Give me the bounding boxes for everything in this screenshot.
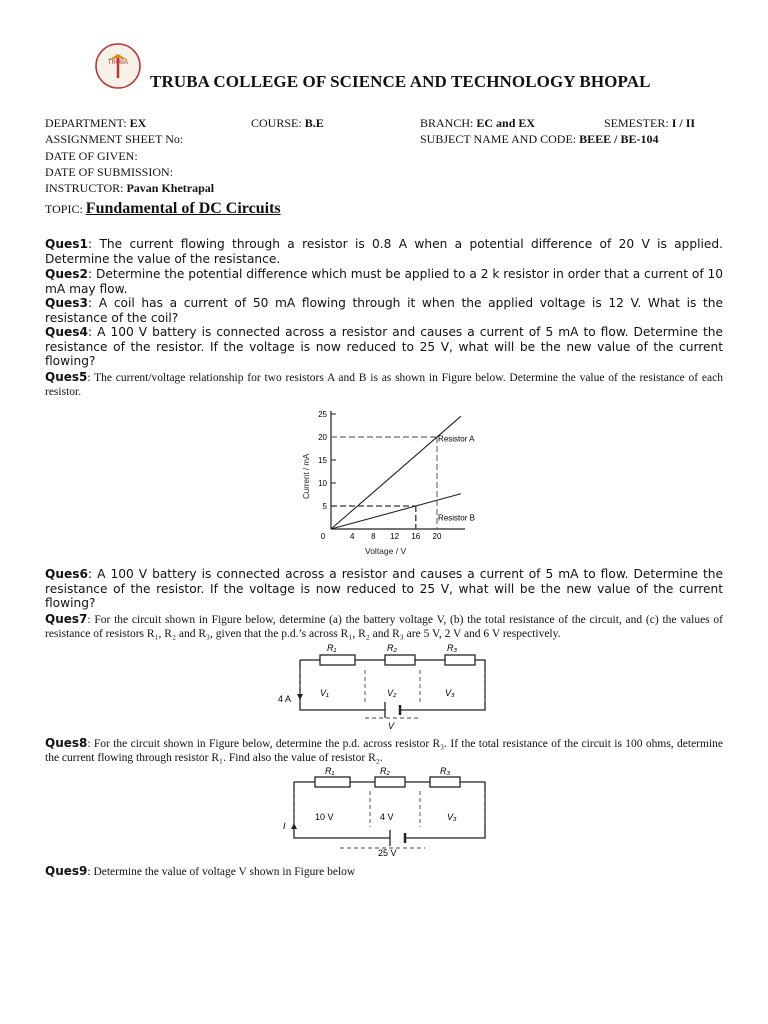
- circuit-diagram-2: [280, 765, 490, 857]
- department-field: DEPARTMENT: EX: [45, 116, 147, 130]
- current-arrow-icon: [297, 694, 303, 700]
- question-7: Ques7: For the circuit shown in Figure below, determine (a) the battery voltage V, (b) the total resistance of the circuit, and (c) the values of resistance of resistors R₁, R₂ and R₃, given that the p.d.’s across R₁, R₂ and R₃ are 5 V, 2 V and 6 V respectively.: [45, 612, 723, 640]
- label-v3: V₃: [445, 688, 455, 698]
- series-a-label: Resistor A: [438, 434, 475, 444]
- resistor-r2: [375, 777, 405, 787]
- question-8: Ques8: For the circuit shown in Figure below, determine the p.d. across resistor R₃. If the total resistance of the circuit is 100 ohms, determine the current flowing through resistor R₁. Find also the value of resistor R₂.: [45, 736, 723, 764]
- x-tick-label: 4: [349, 532, 355, 541]
- label-v3: V₃: [447, 812, 457, 822]
- label-r3: R₃: [440, 766, 451, 776]
- label-v2: 4 V: [380, 812, 394, 822]
- resistor-r3: [445, 655, 475, 665]
- series-b-label: Resistor B: [438, 513, 475, 523]
- question-1: Ques1: The current flowing through a resistor is 0.8 A when a potential difference of 20 V is applied. Determine the value of the resistance.: [45, 237, 723, 266]
- y-tick-label: 5: [322, 502, 327, 511]
- x-tick-label: 0: [320, 532, 326, 541]
- series-resistor-a-line: [331, 416, 461, 529]
- label-v1: V₁: [320, 688, 329, 698]
- resistor-r3: [430, 777, 460, 787]
- x-tick-label: 12: [390, 532, 400, 541]
- label-v1: 10 V: [315, 812, 334, 822]
- label-v: 25 V: [378, 848, 397, 857]
- iv-graph: [295, 405, 505, 560]
- logo-text: TRUBA: [107, 60, 129, 66]
- y-tick-label: 25: [318, 410, 327, 419]
- date-submission-field: DATE OF SUBMISSION:: [45, 165, 174, 179]
- label-r2: R₂: [380, 766, 390, 776]
- college-title: TRUBA COLLEGE OF SCIENCE AND TECHNOLOGY BHOPAL: [150, 72, 651, 91]
- resistor-r1: [315, 777, 350, 787]
- course-field: COURSE: B.E: [251, 116, 324, 130]
- resistor-r2: [385, 655, 415, 665]
- instructor-field: INSTRUCTOR: Pavan Khetrapal: [45, 181, 215, 195]
- resistor-r1: [320, 655, 355, 665]
- label-current: I: [283, 821, 286, 831]
- question-2: Ques2: Determine the potential difference which must be applied to a 2 k resistor in order that a current of 10 mA may flow.: [45, 267, 724, 296]
- branch-field: BRANCH: EC and EX: [420, 116, 536, 130]
- date-given-field: DATE OF GIVEN:: [45, 149, 138, 163]
- y-tick-label: 15: [318, 456, 327, 465]
- topic-heading: TOPIC: Fundamental of DC Circuits: [45, 200, 281, 217]
- current-arrow-icon: [291, 823, 297, 829]
- label-r3: R₃: [447, 643, 458, 653]
- college-logo: [94, 42, 142, 90]
- label-r2: R₂: [387, 643, 397, 653]
- graph-xlabel: Voltage / V: [365, 546, 407, 556]
- label-v2: V₂: [387, 688, 397, 698]
- semester-field: SEMESTER: I / II: [604, 116, 696, 130]
- y-tick-label: 10: [318, 479, 327, 488]
- circuit-diagram-1: [275, 642, 490, 732]
- label-r1: R₁: [327, 643, 337, 653]
- question-3: Ques3: A coil has a current of 50 mA flowing through it when the applied voltage is 12 V. What is the resistance of the coil?: [45, 296, 723, 325]
- label-r1: R₁: [325, 766, 335, 776]
- x-tick-label: 8: [371, 532, 376, 541]
- x-tick-label: 16: [411, 532, 421, 541]
- assignment-field: ASSIGNMENT SHEET No:: [45, 132, 184, 146]
- question-5: Ques5: The current/voltage relationship for two resistors A and B is as shown in Figure below. Determine the value of the resistance of each resistor.: [45, 370, 723, 398]
- label-v: V: [388, 721, 395, 731]
- question-9: Ques9: Determine the value of voltage V shown in Figure below: [45, 864, 356, 878]
- question-4: Ques4: A 100 V battery is connected across a resistor and causes a current of 5 mA to flow. Determine the resistance of the resistor. If the voltage is now reduced to 25 V, what will be the new value of the current flowing?: [45, 325, 723, 369]
- y-tick-label: 20: [318, 433, 327, 442]
- question-6: Ques6: A 100 V battery is connected across a resistor and causes a current of 5 mA to flow. Determine the resistance of the resistor. If the voltage is now reduced to 25 V, what will be the new value of the current flowing?: [45, 567, 723, 611]
- label-current: 4 A: [278, 694, 292, 704]
- subject-field: SUBJECT NAME AND CODE: BEEE / BE-104: [420, 132, 659, 146]
- graph-ylabel: Current / mA: [302, 453, 311, 499]
- x-tick-label: 20: [432, 532, 442, 541]
